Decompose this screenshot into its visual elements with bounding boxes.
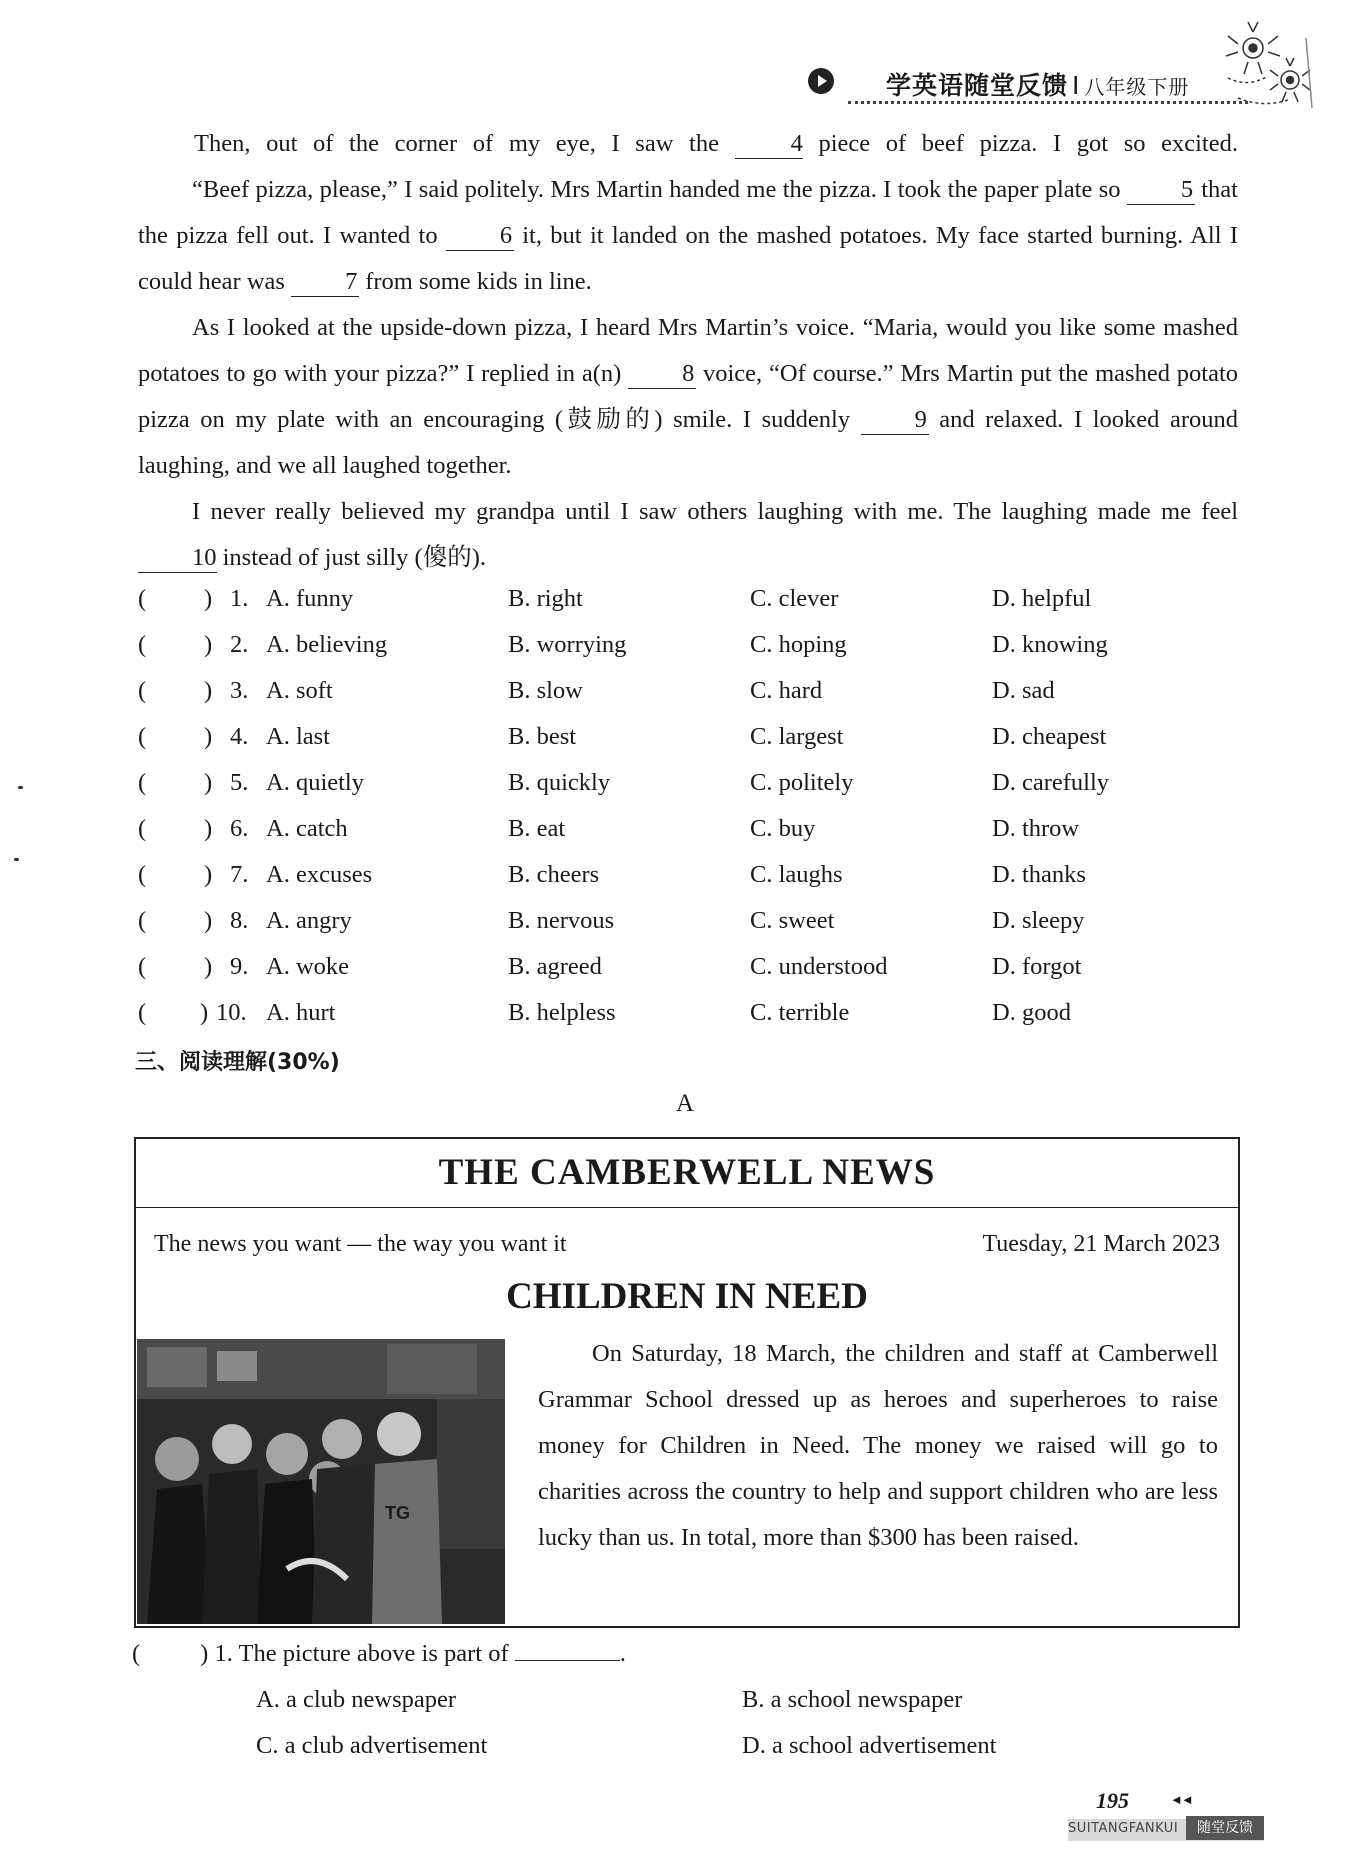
option-a[interactable]: A. woke xyxy=(266,953,350,980)
option-a[interactable]: A. believing xyxy=(266,631,388,658)
option-c[interactable]: C. terrible xyxy=(750,999,850,1026)
option-row-7 xyxy=(138,861,1238,901)
masthead-row xyxy=(136,1139,1238,1208)
newspaper-clipping xyxy=(134,1137,1240,1628)
option-c[interactable]: C. hoping xyxy=(750,631,847,658)
option-b[interactable]: B. helpless xyxy=(508,999,616,1026)
passage-paragraph-1: Then, out of the corner of my eye, I saw the 4 piece of beef pizza. I got so excited. xyxy=(194,130,1238,157)
answer-paren-open[interactable]: ( xyxy=(138,815,147,842)
option-a[interactable]: A. hurt xyxy=(266,999,336,1026)
option-b[interactable]: B. agreed xyxy=(508,953,602,980)
footer-pinyin: SUITANGFANKUI xyxy=(1068,1821,1179,1836)
option-d[interactable]: D. sleepy xyxy=(992,907,1085,934)
option-c[interactable]: C. a club advertisement xyxy=(256,1732,488,1759)
question-number: 1. xyxy=(214,1640,233,1667)
article-headline: CHILDREN IN NEED xyxy=(506,1276,868,1317)
answer-paren-close: ) xyxy=(204,723,213,750)
option-a[interactable]: A. quietly xyxy=(266,769,364,796)
option-c[interactable]: C. laughs xyxy=(750,861,843,888)
option-d[interactable]: D. good xyxy=(992,999,1071,1026)
option-d[interactable]: D. forgot xyxy=(992,953,1082,980)
option-row-2 xyxy=(138,631,1238,671)
option-d[interactable]: D. thanks xyxy=(992,861,1086,888)
option-c[interactable]: C. clever xyxy=(750,585,839,612)
option-c[interactable]: C. understood xyxy=(750,953,888,980)
option-b[interactable]: B. eat xyxy=(508,815,566,842)
question-number: 2. xyxy=(230,631,249,658)
question-end: . xyxy=(619,1640,626,1667)
option-row-10 xyxy=(138,999,1238,1039)
question-number: 8. xyxy=(230,907,249,934)
option-d[interactable]: D. sad xyxy=(992,677,1055,704)
passage-letter: A xyxy=(676,1090,695,1117)
option-d[interactable]: D. helpful xyxy=(992,585,1092,612)
page-header xyxy=(808,58,1238,108)
arrow-left-icon: ◄◄ xyxy=(1170,1792,1192,1807)
blank-7[interactable]: 7 xyxy=(291,268,359,297)
answer-blank[interactable] xyxy=(515,1660,620,1661)
option-b[interactable]: B. right xyxy=(508,585,583,612)
option-a[interactable]: A. last xyxy=(266,723,330,750)
option-row-5 xyxy=(138,769,1238,809)
answer-paren-close: ) xyxy=(204,861,213,888)
passage-paragraph-3: As I looked at the upside-down pizza, I heard Mrs Martin’s voice. “Maria, would you like some mashed potatoes to go with your pizza?” I replied in a(n) 8 voice, “Of course.” Mrs Martin put the mashed potato pizza on my plate with an encouraging (鼓励的) smile. I suddenly 9 and relaxed. I looked around laughing, and we all laughed together. xyxy=(138,314,1239,479)
answer-paren-open[interactable]: ( xyxy=(138,999,147,1026)
option-d[interactable]: D. carefully xyxy=(992,769,1109,796)
option-b[interactable]: B. a school newspaper xyxy=(742,1686,963,1713)
answer-paren-close: ) xyxy=(204,585,213,612)
answer-paren-open[interactable]: ( xyxy=(138,585,147,612)
blank-9[interactable]: 9 xyxy=(861,406,929,435)
answer-paren-open[interactable]: ( xyxy=(138,723,147,750)
answer-paren-close: ) xyxy=(204,769,213,796)
answer-paren-close: ) xyxy=(200,1640,209,1667)
answer-paren-close: ) xyxy=(204,953,213,980)
question-number: 10. xyxy=(216,999,247,1026)
footer-label: 随堂反馈 xyxy=(1186,1816,1264,1840)
answer-paren-close: ) xyxy=(204,815,213,842)
svg-text:TG: TG xyxy=(385,1503,410,1523)
blank-5[interactable]: 5 xyxy=(1127,176,1195,205)
children-in-costume-photo xyxy=(137,1339,505,1624)
newspaper-masthead: THE CAMBERWELL NEWS xyxy=(438,1152,936,1193)
play-icon xyxy=(808,68,834,94)
answer-paren-open[interactable]: ( xyxy=(138,769,147,796)
question-number: 6. xyxy=(230,815,249,842)
option-row-1 xyxy=(138,585,1238,625)
option-d[interactable]: D. throw xyxy=(992,815,1080,842)
question-number: 5. xyxy=(230,769,249,796)
question-number: 1. xyxy=(230,585,249,612)
option-row-9 xyxy=(138,953,1238,993)
option-b[interactable]: B. slow xyxy=(508,677,583,704)
option-row-6 xyxy=(138,815,1238,855)
option-a[interactable]: A. excuses xyxy=(266,861,373,888)
blank-8[interactable]: 8 xyxy=(628,360,696,389)
section-title: 三、阅读理解(30%) xyxy=(135,1050,340,1075)
answer-paren-close: ) xyxy=(204,631,213,658)
scan-mark xyxy=(18,786,23,789)
question-number: 4. xyxy=(230,723,249,750)
question-number: 3. xyxy=(230,677,249,704)
header-dotted-rule xyxy=(848,101,1248,104)
option-d[interactable]: D. knowing xyxy=(992,631,1108,658)
question-number: 9. xyxy=(230,953,249,980)
reading-question-1 xyxy=(132,1640,626,1668)
option-b[interactable]: B. quickly xyxy=(508,769,611,796)
flower-decoration-icon xyxy=(1208,18,1318,128)
option-b[interactable]: B. best xyxy=(508,723,577,750)
newspaper-date: Tuesday, 21 March 2023 xyxy=(982,1231,1220,1257)
option-c[interactable]: C. buy xyxy=(750,815,816,842)
blank-6[interactable]: 6 xyxy=(446,222,514,251)
blank-10[interactable]: 10 xyxy=(138,544,217,573)
question-number: 7. xyxy=(230,861,249,888)
option-c[interactable]: C. hard xyxy=(750,677,823,704)
option-row-3 xyxy=(138,677,1238,717)
article-body: On Saturday, 18 March, the children and staff at Camberwell Grammar School dressed up as heroes and superheroes to raise money for Children in Need. The money we raised will go to charities across the country to help and support children who are less lucky than us. In total, more than $300 has been raised. xyxy=(538,1340,1218,1551)
newspaper-tagline: The news you want — the way you want it xyxy=(154,1231,567,1257)
option-d[interactable]: D. cheapest xyxy=(992,723,1107,750)
answer-paren-open[interactable]: ( xyxy=(138,861,147,888)
option-d[interactable]: D. a school advertisement xyxy=(742,1732,997,1759)
answer-paren-open[interactable]: ( xyxy=(138,631,147,658)
passage-paragraph-2: “Beef pizza, please,” I said politely. Mrs Martin handed me the pizza. I took the paper plate so 5 that the pizza fell out. I wanted to 6 it, but it landed on the mashed potatoes. My face started burning. All I could hear was 7 from some kids in line. xyxy=(138,176,1239,295)
option-b[interactable]: B. nervous xyxy=(508,907,615,934)
option-row-8 xyxy=(138,907,1238,947)
page-number: 195 xyxy=(1096,1788,1129,1813)
option-b[interactable]: B. cheers xyxy=(508,861,600,888)
option-c[interactable]: C. sweet xyxy=(750,907,835,934)
blank-4[interactable]: 4 xyxy=(735,130,803,159)
answer-paren-open[interactable]: ( xyxy=(132,1640,141,1667)
passage-paragraph-4: I never really believed my grandpa until I saw others laughing with me. The laughing made me feel 10 instead of just silly (傻的). xyxy=(138,489,1238,581)
option-c[interactable]: C. politely xyxy=(750,769,854,796)
answer-paren-close: ) xyxy=(204,677,213,704)
question-stem: The picture above is part of xyxy=(238,1640,509,1667)
answer-paren-close: ) xyxy=(204,907,213,934)
answer-paren-open[interactable]: ( xyxy=(138,907,147,934)
option-a[interactable]: A. angry xyxy=(266,907,352,934)
option-c[interactable]: C. largest xyxy=(750,723,844,750)
answer-paren-open[interactable]: ( xyxy=(138,953,147,980)
option-a[interactable]: A. soft xyxy=(266,677,333,704)
scan-mark xyxy=(14,858,19,861)
book-title: 学英语随堂反馈 I 八年级下册 xyxy=(886,71,1190,100)
option-b[interactable]: B. worrying xyxy=(508,631,627,658)
option-a[interactable]: A. catch xyxy=(266,815,348,842)
option-a[interactable]: A. a club newspaper xyxy=(256,1686,457,1713)
answer-paren-open[interactable]: ( xyxy=(138,677,147,704)
option-a[interactable]: A. funny xyxy=(266,585,354,612)
option-row-4 xyxy=(138,723,1238,763)
answer-paren-close: ) xyxy=(200,999,209,1026)
